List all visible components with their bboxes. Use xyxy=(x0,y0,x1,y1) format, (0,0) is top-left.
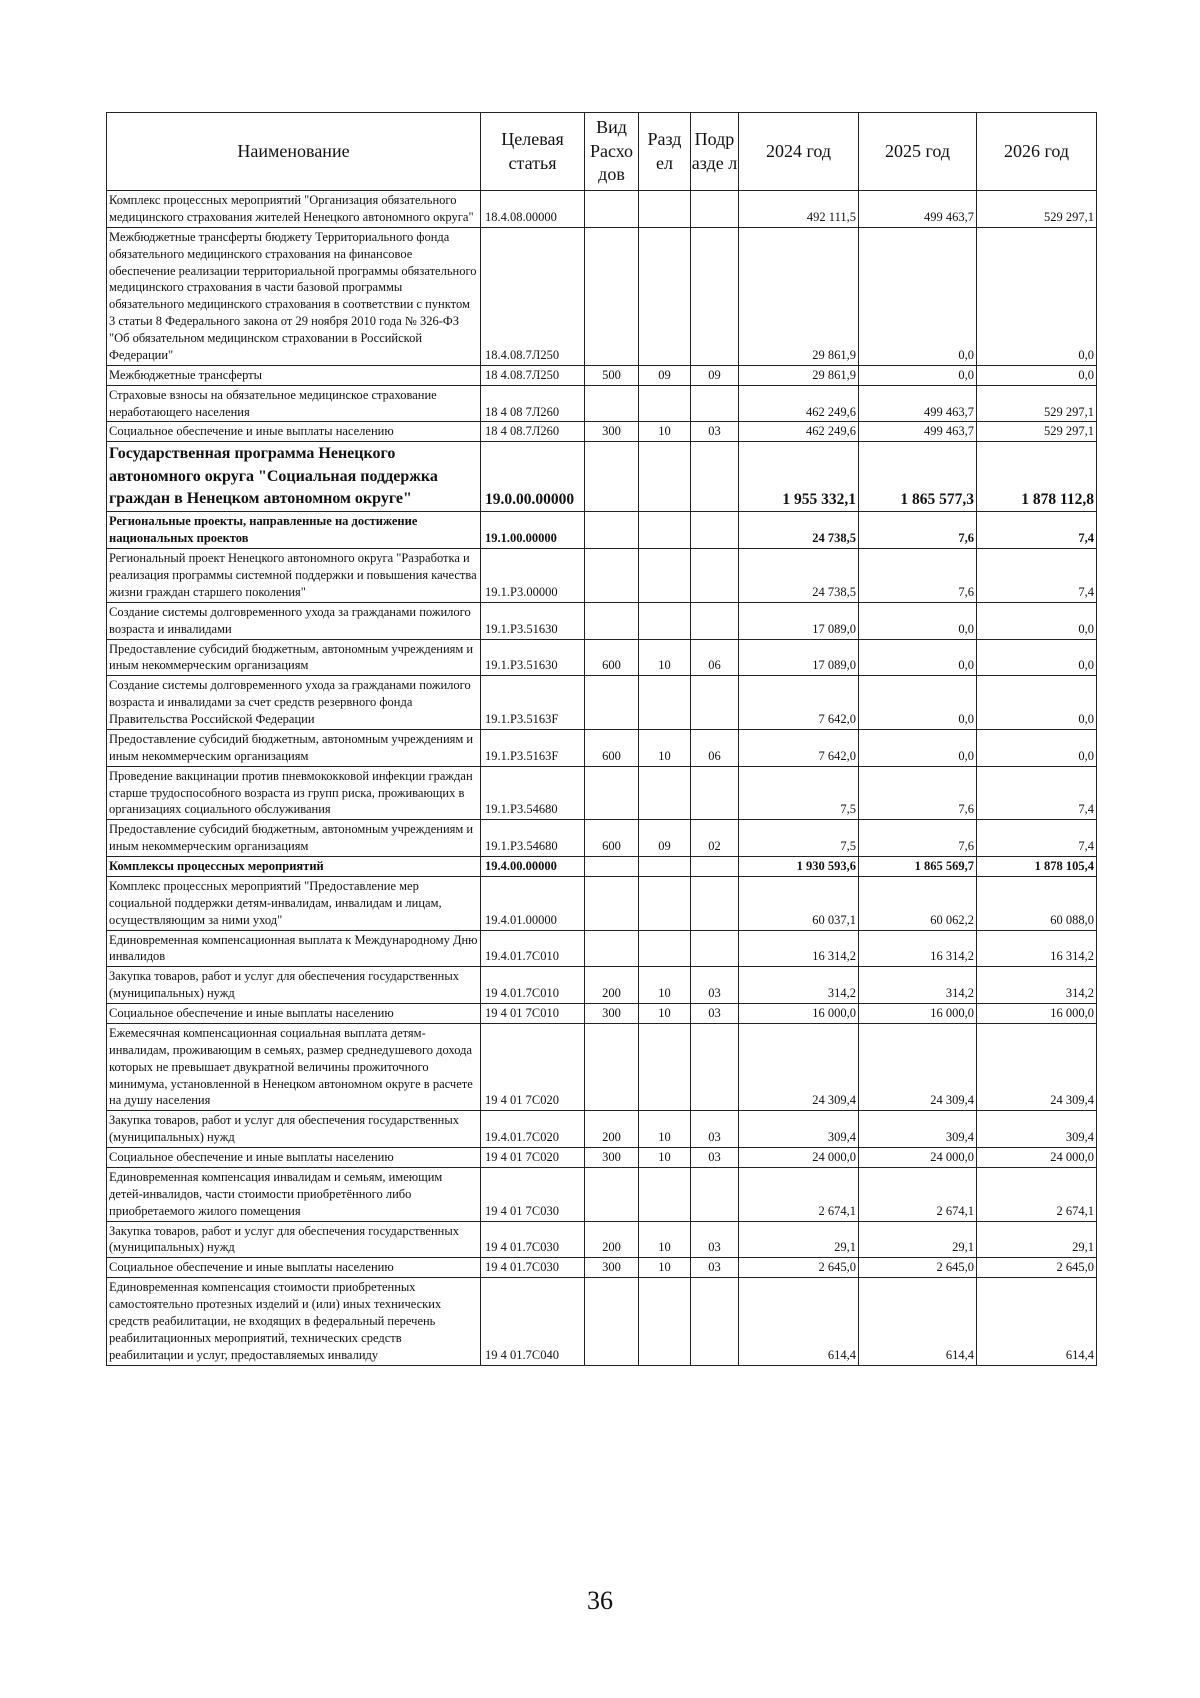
row-target-article: 18 4.08.7Л250 xyxy=(481,365,585,385)
row-expense-type xyxy=(585,930,639,967)
row-section xyxy=(639,1023,691,1110)
row-value-2024: 24 738,5 xyxy=(739,549,859,603)
budget-table xyxy=(106,112,1097,1366)
row-name: Страховые взносы на обязательное медицинское страхование неработающего населения xyxy=(107,385,481,422)
row-target-article: 19.1.Р3.54680 xyxy=(481,820,585,857)
row-section xyxy=(639,1167,691,1221)
header-name: Наименование xyxy=(107,113,481,191)
row-expense-type xyxy=(585,766,639,820)
row-subsection: 03 xyxy=(691,1111,739,1148)
row-target-article: 18 4 08.7Л260 xyxy=(481,422,585,442)
row-section xyxy=(639,549,691,603)
row-subsection xyxy=(691,876,739,930)
budget-table-sheet xyxy=(106,112,1096,1366)
row-expense-type xyxy=(585,857,639,877)
row-value-2026: 529 297,1 xyxy=(977,191,1097,228)
row-target-article: 19.1.Р3.51630 xyxy=(481,602,585,639)
header-section: Разд ел xyxy=(639,113,691,191)
row-value-2025: 60 062,2 xyxy=(859,876,977,930)
row-section: 09 xyxy=(639,365,691,385)
row-value-2024: 309,4 xyxy=(739,1111,859,1148)
row-subsection xyxy=(691,1167,739,1221)
row-section xyxy=(639,227,691,365)
row-subsection: 06 xyxy=(691,729,739,766)
row-value-2025: 16 000,0 xyxy=(859,1004,977,1024)
row-value-2024: 24 309,4 xyxy=(739,1023,859,1110)
row-expense-type: 300 xyxy=(585,422,639,442)
row-target-article: 19.4.01.7С020 xyxy=(481,1111,585,1148)
row-target-article: 19.1.00.00000 xyxy=(481,512,585,549)
row-value-2026: 309,4 xyxy=(977,1111,1097,1148)
row-subsection xyxy=(691,857,739,877)
row-name: Предоставление субсидий бюджетным, автономным учреждениям и иным некоммерческим организациям xyxy=(107,639,481,676)
row-name: Единовременная компенсация стоимости приобретенных самостоятельно протезных изделий и (или) иных технических средств реабилитации, не входящих в федеральный перечень реабилитационных мероприятий, технических средств реабилитации и услуг, предоставляемых инвалиду xyxy=(107,1278,481,1365)
row-value-2025: 0,0 xyxy=(859,729,977,766)
table-row xyxy=(107,422,1097,442)
row-section xyxy=(639,930,691,967)
row-name: Создание системы долговременного ухода за гражданами пожилого возраста и инвалидами xyxy=(107,602,481,639)
table-row xyxy=(107,1221,1097,1258)
row-value-2026: 7,4 xyxy=(977,512,1097,549)
row-target-article: 18 4 08 7Л260 xyxy=(481,385,585,422)
row-expense-type: 300 xyxy=(585,1148,639,1168)
table-row xyxy=(107,857,1097,877)
row-value-2026: 7,4 xyxy=(977,820,1097,857)
row-value-2025: 314,2 xyxy=(859,967,977,1004)
row-expense-type: 600 xyxy=(585,820,639,857)
row-name: Региональные проекты, направленные на достижение национальных проектов xyxy=(107,512,481,549)
row-subsection: 03 xyxy=(691,422,739,442)
row-subsection: 02 xyxy=(691,820,739,857)
table-row xyxy=(107,385,1097,422)
row-value-2025: 16 314,2 xyxy=(859,930,977,967)
row-value-2026: 314,2 xyxy=(977,967,1097,1004)
table-row xyxy=(107,442,1097,512)
row-expense-type xyxy=(585,549,639,603)
row-value-2024: 2 674,1 xyxy=(739,1167,859,1221)
row-subsection xyxy=(691,1023,739,1110)
row-subsection xyxy=(691,930,739,967)
row-name: Комплекс процессных мероприятий "Предоставление мер социальной поддержки детям-инвалидам, инвалидам и лицам, осуществляющим за ними уход" xyxy=(107,876,481,930)
row-value-2024: 16 314,2 xyxy=(739,930,859,967)
row-value-2025: 614,4 xyxy=(859,1278,977,1365)
row-value-2026: 614,4 xyxy=(977,1278,1097,1365)
row-value-2026: 0,0 xyxy=(977,676,1097,730)
row-section: 10 xyxy=(639,1258,691,1278)
table-row xyxy=(107,967,1097,1004)
row-value-2026: 16 000,0 xyxy=(977,1004,1097,1024)
header-year-2024: 2024 год xyxy=(739,113,859,191)
row-target-article: 18.4.08.7Л250 xyxy=(481,227,585,365)
table-row xyxy=(107,1258,1097,1278)
header-subsection: Подр азде л xyxy=(691,113,739,191)
row-subsection xyxy=(691,191,739,228)
header-year-2026: 2026 год xyxy=(977,113,1097,191)
table-row xyxy=(107,227,1097,365)
row-value-2024: 614,4 xyxy=(739,1278,859,1365)
row-value-2026: 24 000,0 xyxy=(977,1148,1097,1168)
row-target-article: 19.1.Р3.00000 xyxy=(481,549,585,603)
row-name: Социальное обеспечение и иные выплаты населению xyxy=(107,1258,481,1278)
row-name: Межбюджетные трансферты xyxy=(107,365,481,385)
table-row xyxy=(107,1111,1097,1148)
row-value-2025: 0,0 xyxy=(859,602,977,639)
row-target-article: 19.1.Р3.51630 xyxy=(481,639,585,676)
table-row xyxy=(107,676,1097,730)
row-value-2025: 499 463,7 xyxy=(859,385,977,422)
table-row xyxy=(107,766,1097,820)
row-value-2026: 16 314,2 xyxy=(977,930,1097,967)
row-subsection: 03 xyxy=(691,967,739,1004)
row-value-2024: 1 930 593,6 xyxy=(739,857,859,877)
row-target-article: 19.1.Р3.54680 xyxy=(481,766,585,820)
row-subsection xyxy=(691,602,739,639)
row-value-2025: 24 309,4 xyxy=(859,1023,977,1110)
row-section: 10 xyxy=(639,422,691,442)
row-value-2026: 24 309,4 xyxy=(977,1023,1097,1110)
row-value-2025: 0,0 xyxy=(859,365,977,385)
row-expense-type: 200 xyxy=(585,1221,639,1258)
row-target-article: 19 4 01 7С020 xyxy=(481,1148,585,1168)
row-expense-type xyxy=(585,1278,639,1365)
row-value-2025: 0,0 xyxy=(859,639,977,676)
row-subsection: 03 xyxy=(691,1004,739,1024)
row-name: Социальное обеспечение и иные выплаты населению xyxy=(107,1004,481,1024)
row-value-2024: 7 642,0 xyxy=(739,729,859,766)
row-name: Государственная программа Ненецкого автономного округа "Социальная поддержка граждан в Ненецком автономном округе" xyxy=(107,442,481,512)
table-row xyxy=(107,639,1097,676)
row-section xyxy=(639,1278,691,1365)
row-subsection xyxy=(691,512,739,549)
table-row xyxy=(107,1004,1097,1024)
row-value-2025: 0,0 xyxy=(859,676,977,730)
row-value-2024: 24 738,5 xyxy=(739,512,859,549)
row-section: 10 xyxy=(639,1004,691,1024)
row-expense-type: 300 xyxy=(585,1004,639,1024)
header-expense-type: Вид Расхо дов xyxy=(585,113,639,191)
table-row xyxy=(107,602,1097,639)
row-expense-type xyxy=(585,227,639,365)
row-value-2025: 499 463,7 xyxy=(859,422,977,442)
row-name: Региональный проект Ненецкого автономного округа "Разработка и реализация программы системной поддержки и повышения качества жизни граждан старшего поколения" xyxy=(107,549,481,603)
table-row xyxy=(107,512,1097,549)
row-value-2024: 7 642,0 xyxy=(739,676,859,730)
row-expense-type xyxy=(585,1167,639,1221)
row-value-2026: 0,0 xyxy=(977,365,1097,385)
row-value-2026: 2 674,1 xyxy=(977,1167,1097,1221)
row-section: 10 xyxy=(639,1221,691,1258)
row-value-2024: 29 861,9 xyxy=(739,365,859,385)
row-subsection xyxy=(691,1278,739,1365)
row-target-article: 19 4 01 7С010 xyxy=(481,1004,585,1024)
row-target-article: 19.1.Р3.5163F xyxy=(481,729,585,766)
row-name: Межбюджетные трансферты бюджету Территориального фонда обязательного медицинского страхования на финансовое обеспечение реализации территориальной программы обязательного медицинского страхования в части базовой программы обязательного медицинского страхования в соответствии с пунктом 3 статьи 8 Федерального закона от 29 ноября 2010 года № 326-ФЗ "Об обязательном медицинском страховании в Российской Федерации" xyxy=(107,227,481,365)
table-row xyxy=(107,820,1097,857)
row-subsection xyxy=(691,442,739,512)
row-target-article: 19 4 01.7С030 xyxy=(481,1221,585,1258)
row-subsection xyxy=(691,766,739,820)
row-value-2026: 0,0 xyxy=(977,227,1097,365)
header-target-article: Целевая статья xyxy=(481,113,585,191)
row-target-article: 19 4.01.7С010 xyxy=(481,967,585,1004)
row-name: Закупка товаров, работ и услуг для обеспечения государственных (муниципальных) нужд xyxy=(107,1111,481,1148)
row-target-article: 19 4 01.7С040 xyxy=(481,1278,585,1365)
row-value-2025: 2 674,1 xyxy=(859,1167,977,1221)
row-value-2025: 29,1 xyxy=(859,1221,977,1258)
row-section: 09 xyxy=(639,820,691,857)
row-subsection: 03 xyxy=(691,1221,739,1258)
row-subsection xyxy=(691,676,739,730)
row-expense-type xyxy=(585,676,639,730)
table-row xyxy=(107,876,1097,930)
table-body xyxy=(107,191,1097,1366)
table-row xyxy=(107,549,1097,603)
row-value-2026: 60 088,0 xyxy=(977,876,1097,930)
row-value-2025: 7,6 xyxy=(859,820,977,857)
row-value-2026: 529 297,1 xyxy=(977,422,1097,442)
row-section xyxy=(639,676,691,730)
row-value-2024: 492 111,5 xyxy=(739,191,859,228)
row-value-2024: 29 861,9 xyxy=(739,227,859,365)
row-name: Комплексы процессных мероприятий xyxy=(107,857,481,877)
row-value-2024: 16 000,0 xyxy=(739,1004,859,1024)
row-section: 10 xyxy=(639,967,691,1004)
row-expense-type: 300 xyxy=(585,1258,639,1278)
row-value-2026: 7,4 xyxy=(977,766,1097,820)
row-value-2024: 2 645,0 xyxy=(739,1258,859,1278)
row-target-article: 19 4 01.7С030 xyxy=(481,1258,585,1278)
row-name: Предоставление субсидий бюджетным, автономным учреждениям и иным некоммерческим организациям xyxy=(107,729,481,766)
row-target-article: 18.4.08.00000 xyxy=(481,191,585,228)
row-value-2025: 0,0 xyxy=(859,227,977,365)
page-number: 36 xyxy=(587,1586,613,1615)
row-value-2025: 1 865 569,7 xyxy=(859,857,977,877)
row-value-2025: 2 645,0 xyxy=(859,1258,977,1278)
row-name: Предоставление субсидий бюджетным, автономным учреждениям и иным некоммерческим организациям xyxy=(107,820,481,857)
row-name: Социальное обеспечение и иные выплаты населению xyxy=(107,422,481,442)
row-value-2024: 1 955 332,1 xyxy=(739,442,859,512)
row-value-2026: 7,4 xyxy=(977,549,1097,603)
row-value-2024: 24 000,0 xyxy=(739,1148,859,1168)
row-name: Единовременная компенсация инвалидам и семьям, имеющим детей-инвалидов, части стоимости приобретённого либо приобретаемого жилого помещения xyxy=(107,1167,481,1221)
row-name: Социальное обеспечение и иные выплаты населению xyxy=(107,1148,481,1168)
row-target-article: 19.4.01.7С010 xyxy=(481,930,585,967)
header-year-2025: 2025 год xyxy=(859,113,977,191)
row-value-2024: 462 249,6 xyxy=(739,422,859,442)
row-value-2026: 0,0 xyxy=(977,602,1097,639)
row-section xyxy=(639,385,691,422)
row-value-2024: 60 037,1 xyxy=(739,876,859,930)
row-value-2025: 7,6 xyxy=(859,512,977,549)
table-row xyxy=(107,365,1097,385)
row-value-2024: 17 089,0 xyxy=(739,639,859,676)
table-row xyxy=(107,1148,1097,1168)
row-name: Закупка товаров, работ и услуг для обеспечения государственных (муниципальных) нужд xyxy=(107,1221,481,1258)
row-expense-type xyxy=(585,442,639,512)
row-section xyxy=(639,857,691,877)
row-expense-type xyxy=(585,512,639,549)
table-row xyxy=(107,191,1097,228)
row-value-2025: 499 463,7 xyxy=(859,191,977,228)
row-section xyxy=(639,602,691,639)
row-value-2026: 0,0 xyxy=(977,729,1097,766)
row-value-2026: 1 878 105,4 xyxy=(977,857,1097,877)
row-expense-type: 600 xyxy=(585,639,639,676)
row-value-2026: 529 297,1 xyxy=(977,385,1097,422)
row-expense-type xyxy=(585,1023,639,1110)
row-subsection: 03 xyxy=(691,1148,739,1168)
row-subsection xyxy=(691,227,739,365)
row-expense-type xyxy=(585,876,639,930)
row-expense-type: 600 xyxy=(585,729,639,766)
row-expense-type xyxy=(585,602,639,639)
row-value-2024: 29,1 xyxy=(739,1221,859,1258)
row-expense-type xyxy=(585,385,639,422)
row-target-article: 19.4.01.00000 xyxy=(481,876,585,930)
row-target-article: 19.4.00.00000 xyxy=(481,857,585,877)
row-name: Ежемесячная компенсационная социальная выплата детям-инвалидам, проживающим в семьях, размер среднедушевого дохода которых не превышает двукратной величины прожиточного минимума, установленной в Ненецком автономном округе в расчете на душу населения xyxy=(107,1023,481,1110)
row-value-2026: 0,0 xyxy=(977,639,1097,676)
row-name: Проведение вакцинации против пневмококковой инфекции граждан старше трудоспособного возраста из групп риска, проживающих в организациях социального обслуживания xyxy=(107,766,481,820)
row-value-2026: 2 645,0 xyxy=(977,1258,1097,1278)
row-value-2024: 17 089,0 xyxy=(739,602,859,639)
table-row xyxy=(107,1023,1097,1110)
row-target-article: 19.0.00.00000 xyxy=(481,442,585,512)
table-row xyxy=(107,1167,1097,1221)
row-value-2025: 309,4 xyxy=(859,1111,977,1148)
table-row xyxy=(107,1278,1097,1365)
row-section: 10 xyxy=(639,639,691,676)
table-header-row xyxy=(107,113,1097,191)
row-name: Закупка товаров, работ и услуг для обеспечения государственных (муниципальных) нужд xyxy=(107,967,481,1004)
row-subsection: 09 xyxy=(691,365,739,385)
row-section: 10 xyxy=(639,729,691,766)
row-name: Единовременная компенсационная выплата к Международному Дню инвалидов xyxy=(107,930,481,967)
row-subsection: 03 xyxy=(691,1258,739,1278)
row-value-2025: 7,6 xyxy=(859,549,977,603)
row-target-article: 19 4 01 7С020 xyxy=(481,1023,585,1110)
row-value-2025: 1 865 577,3 xyxy=(859,442,977,512)
row-value-2024: 7,5 xyxy=(739,766,859,820)
row-target-article: 19.1.Р3.5163F xyxy=(481,676,585,730)
row-value-2024: 314,2 xyxy=(739,967,859,1004)
table-row xyxy=(107,930,1097,967)
row-section xyxy=(639,442,691,512)
row-value-2024: 7,5 xyxy=(739,820,859,857)
row-expense-type xyxy=(585,191,639,228)
row-expense-type: 200 xyxy=(585,1111,639,1148)
row-section xyxy=(639,512,691,549)
row-section xyxy=(639,876,691,930)
row-section: 10 xyxy=(639,1111,691,1148)
row-subsection xyxy=(691,385,739,422)
row-section xyxy=(639,766,691,820)
row-value-2025: 7,6 xyxy=(859,766,977,820)
table-row xyxy=(107,729,1097,766)
row-expense-type: 500 xyxy=(585,365,639,385)
row-value-2026: 29,1 xyxy=(977,1221,1097,1258)
row-value-2026: 1 878 112,8 xyxy=(977,442,1097,512)
row-section xyxy=(639,191,691,228)
row-subsection: 06 xyxy=(691,639,739,676)
row-value-2025: 24 000,0 xyxy=(859,1148,977,1168)
row-subsection xyxy=(691,549,739,603)
row-expense-type: 200 xyxy=(585,967,639,1004)
row-value-2024: 462 249,6 xyxy=(739,385,859,422)
row-name: Создание системы долговременного ухода за гражданами пожилого возраста и инвалидами за счет средств резервного фонда Правительства Российской Федерации xyxy=(107,676,481,730)
row-target-article: 19 4 01 7С030 xyxy=(481,1167,585,1221)
row-section: 10 xyxy=(639,1148,691,1168)
row-name: Комплекс процессных мероприятий "Организация обязательного медицинского страхования жителей Ненецкого автономного округа" xyxy=(107,191,481,228)
